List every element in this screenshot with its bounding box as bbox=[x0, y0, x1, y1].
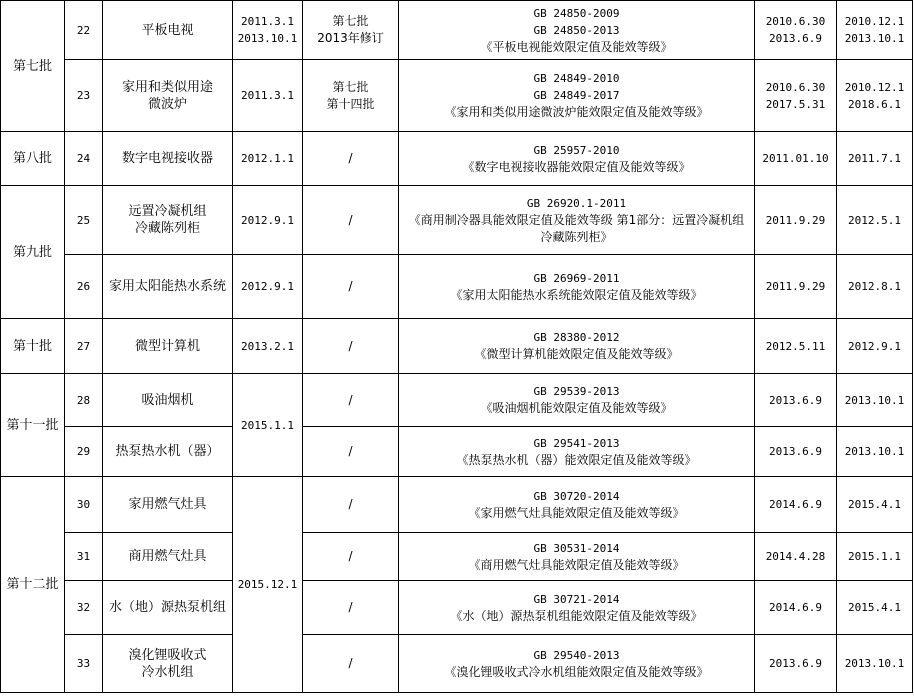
standard-cell: GB 29539-2013 《吸油烟机能效限定值及能效等级》 bbox=[399, 374, 755, 427]
catalog-date: 2011.3.1 2013.10.1 bbox=[233, 1, 303, 60]
product-name: 家用和类似用途 微波炉 bbox=[103, 60, 233, 132]
product-name: 吸油烟机 bbox=[103, 374, 233, 427]
publish-date: 2011.01.10 bbox=[755, 132, 837, 186]
batch-cell: 第十批 bbox=[1, 319, 65, 374]
catalog-date: 2012.9.1 bbox=[233, 186, 303, 255]
publish-date: 2011.9.29 bbox=[755, 255, 837, 319]
implement-date: 2013.10.1 bbox=[837, 374, 913, 427]
table-row bbox=[1, 427, 913, 477]
implement-date: 2015.4.1 bbox=[837, 581, 913, 635]
table-row bbox=[1, 533, 913, 581]
revision-batch: / bbox=[303, 427, 399, 477]
item-number: 22 bbox=[65, 1, 103, 60]
standard-cell: GB 24850-2009 GB 24850-2013 《平板电视能效限定值及能效等级》 bbox=[399, 1, 755, 60]
catalog-date: 2012.9.1 bbox=[233, 255, 303, 319]
batch-cell: 第七批 bbox=[1, 1, 65, 132]
table-row bbox=[1, 319, 913, 374]
product-name: 溴化锂吸收式 冷水机组 bbox=[103, 635, 233, 693]
batch-cell: 第十一批 bbox=[1, 374, 65, 477]
standard-cell: GB 28380-2012 《微型计算机能效限定值及能效等级》 bbox=[399, 319, 755, 374]
implement-date: 2012.9.1 bbox=[837, 319, 913, 374]
implement-date: 2013.10.1 bbox=[837, 635, 913, 693]
item-number: 29 bbox=[65, 427, 103, 477]
product-name: 微型计算机 bbox=[103, 319, 233, 374]
revision-batch: / bbox=[303, 132, 399, 186]
table-row bbox=[1, 60, 913, 132]
standard-cell: GB 30720-2014 《家用燃气灶具能效限定值及能效等级》 bbox=[399, 477, 755, 533]
publish-date: 2011.9.29 bbox=[755, 186, 837, 255]
revision-batch: / bbox=[303, 477, 399, 533]
product-name: 平板电视 bbox=[103, 1, 233, 60]
batch-cell: 第八批 bbox=[1, 132, 65, 186]
table-row bbox=[1, 477, 913, 533]
table-row bbox=[1, 1, 913, 60]
publish-date: 2013.6.9 bbox=[755, 635, 837, 693]
table-row bbox=[1, 186, 913, 255]
standard-cell: GB 29541-2013 《热泵热水机（器）能效限定值及能效等级》 bbox=[399, 427, 755, 477]
item-number: 28 bbox=[65, 374, 103, 427]
standard-cell: GB 30531-2014 《商用燃气灶具能效限定值及能效等级》 bbox=[399, 533, 755, 581]
publish-date: 2013.6.9 bbox=[755, 374, 837, 427]
item-number: 27 bbox=[65, 319, 103, 374]
product-name: 数字电视接收器 bbox=[103, 132, 233, 186]
implement-date: 2011.7.1 bbox=[837, 132, 913, 186]
implement-date: 2015.1.1 bbox=[837, 533, 913, 581]
item-number: 30 bbox=[65, 477, 103, 533]
implement-date: 2012.8.1 bbox=[837, 255, 913, 319]
standard-cell: GB 24849-2010 GB 24849-2017 《家用和类似用途微波炉能效限定值及能效等级》 bbox=[399, 60, 755, 132]
revision-batch: 第七批 2013年修订 bbox=[303, 1, 399, 60]
table-row bbox=[1, 635, 913, 693]
item-number: 33 bbox=[65, 635, 103, 693]
product-name: 水（地）源热泵机组 bbox=[103, 581, 233, 635]
publish-date: 2014.6.9 bbox=[755, 477, 837, 533]
item-number: 32 bbox=[65, 581, 103, 635]
revision-batch: / bbox=[303, 255, 399, 319]
publish-date: 2014.6.9 bbox=[755, 581, 837, 635]
product-name: 家用太阳能热水系统 bbox=[103, 255, 233, 319]
revision-batch: / bbox=[303, 635, 399, 693]
catalog-date: 2015.12.1 bbox=[233, 477, 303, 693]
implement-date: 2013.10.1 bbox=[837, 427, 913, 477]
product-name: 热泵热水机（器） bbox=[103, 427, 233, 477]
implement-date: 2015.4.1 bbox=[837, 477, 913, 533]
implement-date: 2010.12.1 2018.6.1 bbox=[837, 60, 913, 132]
publish-date: 2010.6.30 2013.6.9 bbox=[755, 1, 837, 60]
standard-cell: GB 30721-2014 《水（地）源热泵机组能效限定值及能效等级》 bbox=[399, 581, 755, 635]
item-number: 26 bbox=[65, 255, 103, 319]
publish-date: 2014.4.28 bbox=[755, 533, 837, 581]
implement-date: 2010.12.1 2013.10.1 bbox=[837, 1, 913, 60]
standard-cell: GB 26920.1-2011 《商用制冷器具能效限定值及能效等级 第1部分：远置冷凝机组冷藏陈列柜》 bbox=[399, 186, 755, 255]
item-number: 25 bbox=[65, 186, 103, 255]
product-name: 商用燃气灶具 bbox=[103, 533, 233, 581]
standard-cell: GB 29540-2013 《溴化锂吸收式冷水机组能效限定值及能效等级》 bbox=[399, 635, 755, 693]
item-number: 31 bbox=[65, 533, 103, 581]
table-row bbox=[1, 581, 913, 635]
revision-batch: / bbox=[303, 319, 399, 374]
revision-batch: / bbox=[303, 186, 399, 255]
revision-batch: / bbox=[303, 533, 399, 581]
table-row bbox=[1, 374, 913, 427]
batch-cell: 第九批 bbox=[1, 186, 65, 319]
publish-date: 2013.6.9 bbox=[755, 427, 837, 477]
publish-date: 2012.5.11 bbox=[755, 319, 837, 374]
product-name: 家用燃气灶具 bbox=[103, 477, 233, 533]
batch-cell: 第十二批 bbox=[1, 477, 65, 693]
catalog-date: 2015.1.1 bbox=[233, 374, 303, 477]
revision-batch: 第七批 第十四批 bbox=[303, 60, 399, 132]
table-row bbox=[1, 255, 913, 319]
catalog-date: 2011.3.1 bbox=[233, 60, 303, 132]
revision-batch: / bbox=[303, 374, 399, 427]
catalog-date: 2012.1.1 bbox=[233, 132, 303, 186]
item-number: 24 bbox=[65, 132, 103, 186]
revision-batch: / bbox=[303, 581, 399, 635]
item-number: 23 bbox=[65, 60, 103, 132]
product-name: 远置冷凝机组 冷藏陈列柜 bbox=[103, 186, 233, 255]
standard-cell: GB 26969-2011 《家用太阳能热水系统能效限定值及能效等级》 bbox=[399, 255, 755, 319]
catalog-date: 2013.2.1 bbox=[233, 319, 303, 374]
standard-cell: GB 25957-2010 《数字电视接收器能效限定值及能效等级》 bbox=[399, 132, 755, 186]
table-row bbox=[1, 132, 913, 186]
publish-date: 2010.6.30 2017.5.31 bbox=[755, 60, 837, 132]
implement-date: 2012.5.1 bbox=[837, 186, 913, 255]
